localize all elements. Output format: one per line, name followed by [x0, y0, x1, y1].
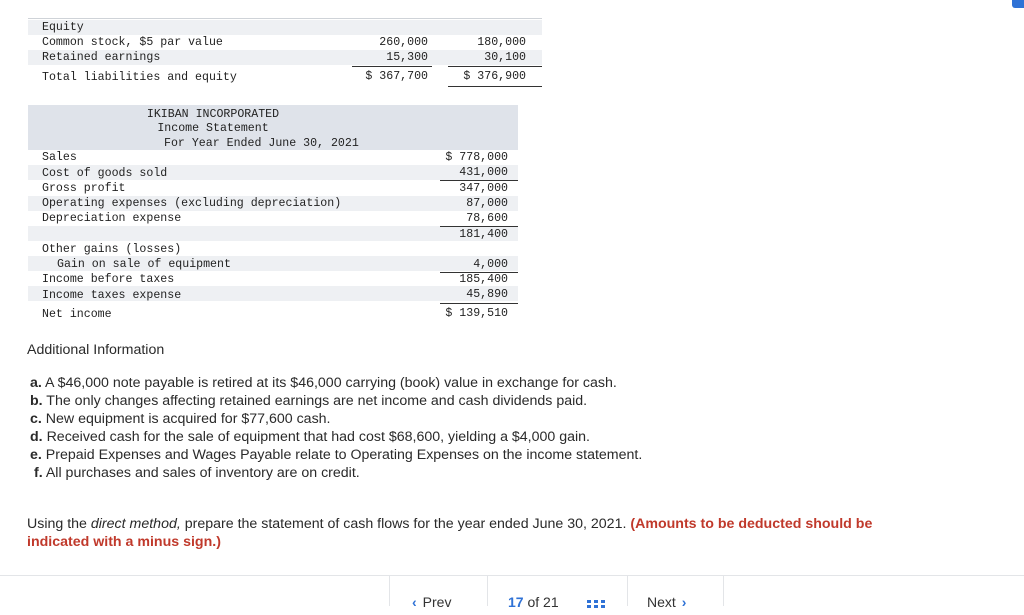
info-item — [30, 411, 331, 427]
instruction-warning-line-2: indicated with a minus sign.) — [27, 534, 221, 550]
common-stock-2020: 180,000 — [477, 36, 526, 49]
next-label: Next — [647, 594, 676, 610]
subtotal-underline-2021 — [352, 66, 432, 67]
page-total: 21 — [543, 594, 559, 610]
depreciation-label: Depreciation expense — [42, 212, 182, 225]
nav-divider — [0, 575, 1024, 576]
income-before-taxes-amount: 185,400 — [459, 273, 508, 286]
statement-period: For Year Ended June 30, 2021 — [164, 137, 359, 150]
operating-income-amount: 181,400 — [459, 228, 508, 241]
sales-label: Sales — [42, 151, 77, 164]
depreciation-amount: 78,600 — [466, 212, 508, 225]
sales-amount: $ 778,000 — [445, 151, 508, 164]
instruction-rest: prepare the statement of cash flows for the year ended June 30, 2021. — [180, 516, 631, 532]
info-item-letter: a. — [30, 375, 42, 391]
company-name: IKIBAN INCORPORATED — [146, 108, 280, 121]
cogs-amount: 431,000 — [459, 166, 508, 179]
info-item-letter: e. — [30, 447, 42, 463]
page-indicator[interactable] — [508, 594, 559, 610]
nav-separator — [723, 576, 724, 606]
taxes-underline — [440, 303, 518, 304]
instruction-method: direct method, — [90, 516, 181, 532]
gain-on-sale-label: Gain on sale of equipment — [57, 258, 231, 271]
info-item-text: Received cash for the sale of equipment that had cost $68,600, yielding a $4,000 gain. — [46, 429, 590, 445]
chevron-left-icon: ‹ — [412, 594, 417, 610]
corner-accent — [1012, 0, 1024, 8]
total-liabilities-equity-label: Total liabilities and equity — [42, 71, 237, 84]
retained-earnings-2020: 30,100 — [484, 51, 526, 64]
instruction-line-1 — [27, 516, 872, 532]
nav-separator — [487, 576, 488, 606]
instruction-warning: (Amounts to be deducted should be — [630, 516, 873, 532]
info-item — [30, 375, 617, 391]
statement-title: Income Statement — [157, 122, 269, 135]
info-item — [34, 465, 360, 481]
info-item — [30, 447, 642, 463]
total-liabilities-equity-2020: $ 376,900 — [463, 70, 526, 83]
info-item-text: All purchases and sales of inventory are on credit. — [45, 465, 360, 481]
balance-sheet-row-equity-heading — [28, 20, 542, 35]
income-taxes-amount: 45,890 — [466, 288, 508, 301]
nav-separator — [627, 576, 628, 606]
cogs-label: Cost of goods sold — [42, 167, 168, 180]
info-item-text: Prepaid Expenses and Wages Payable relate to Operating Expenses on the income statement. — [45, 447, 643, 463]
cogs-underline — [440, 180, 518, 181]
gross-profit-amount: 347,000 — [459, 182, 508, 195]
gross-profit-label: Gross profit — [42, 182, 126, 195]
page-of: of — [527, 594, 540, 610]
info-item-text: A $46,000 note payable is retired at its $46,000 carrying (book) value in exchange for cash. — [45, 375, 617, 391]
equity-heading: Equity — [42, 21, 84, 34]
prev-label: Prev — [422, 594, 452, 610]
retained-earnings-label: Retained earnings — [42, 51, 161, 64]
total-liabilities-equity-2021: $ 367,700 — [365, 70, 428, 83]
prev-button[interactable] — [412, 594, 451, 610]
total-double-underline — [448, 86, 542, 87]
common-stock-2021: 260,000 — [379, 36, 428, 49]
info-item-letter: d. — [30, 429, 43, 445]
gain-on-sale-amount: 4,000 — [473, 258, 508, 271]
nav-separator — [389, 576, 390, 606]
instruction-lead: Using the — [27, 516, 91, 532]
net-income-label: Net income — [42, 308, 112, 321]
income-before-taxes-label: Income before taxes — [42, 273, 175, 286]
info-item-letter: f. — [34, 465, 43, 481]
expenses-underline — [440, 226, 518, 227]
net-income-amount: $ 139,510 — [445, 307, 508, 320]
info-item — [30, 393, 587, 409]
info-item-letter: c. — [30, 411, 42, 427]
income-taxes-label: Income taxes expense — [42, 289, 182, 302]
operating-expenses-amount: 87,000 — [466, 197, 508, 210]
next-button[interactable] — [647, 594, 686, 610]
other-gains-label: Other gains (losses) — [42, 243, 182, 256]
info-item-letter: b. — [30, 393, 43, 409]
info-item-text: New equipment is acquired for $77,600 cash. — [45, 411, 331, 427]
retained-earnings-2021: 15,300 — [386, 51, 428, 64]
operating-expenses-label: Operating expenses (excluding depreciation) — [42, 197, 342, 210]
info-item — [30, 429, 590, 445]
subtotal-underline-2020 — [448, 66, 542, 67]
common-stock-label: Common stock, $5 par value — [42, 36, 223, 49]
additional-info-heading: Additional Information — [27, 342, 165, 358]
info-item-text: The only changes affecting retained earnings are net income and cash dividends paid. — [46, 393, 588, 409]
grid-icon-svg — [587, 600, 605, 610]
page-current: 17 — [508, 594, 524, 610]
balance-sheet-top-rule — [28, 18, 542, 19]
chevron-right-icon: › — [681, 594, 687, 610]
